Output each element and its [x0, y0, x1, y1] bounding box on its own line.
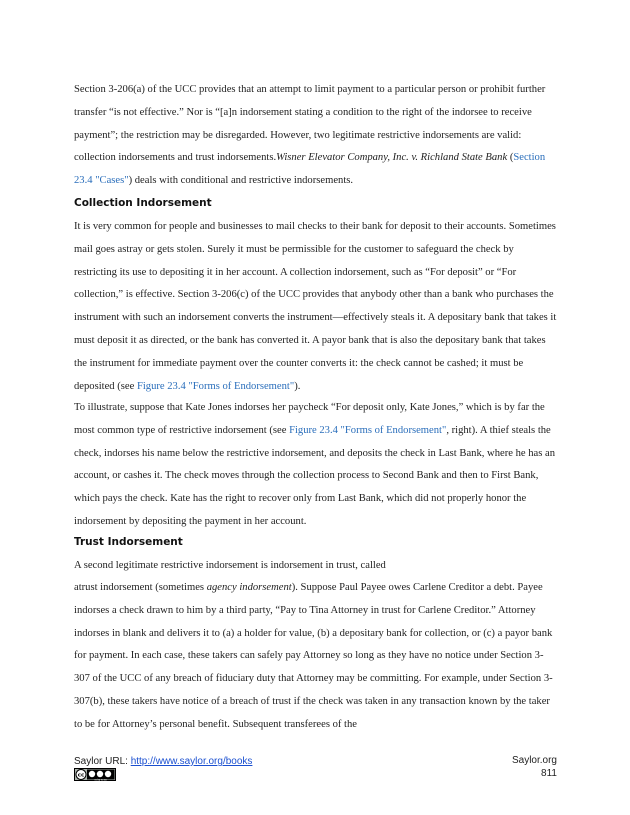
paragraph-illustration: [74, 397, 557, 534]
svg-text:cc: cc: [77, 772, 85, 779]
license-text: cc by nc sa: [94, 778, 107, 781]
paragraph-collection: [74, 216, 557, 398]
saylor-url-link[interactable]: http://www.saylor.org/books: [130, 756, 253, 767]
figure-link[interactable]: Figure 23.4 "Forms of Endorsement": [136, 380, 295, 392]
paragraph-trust: [74, 577, 557, 737]
paragraph-text: To illustrate, suppose that Kate Jones indorses her paycheck “For deposit only, Kate Jones,” which is by far the most common type of restrictive indorsement (see: [74, 402, 545, 436]
footer-url-label: Saylor URL:: [74, 756, 131, 767]
page-number: 811: [541, 768, 557, 779]
paragraph-text: Section 3-206(a) of the UCC provides that an attempt to limit payment to a particular person or prohibit further transfer “is not effective.” Nor is “[a]n indorsement stating a condition to the right of the indorsee to receive payment”; the restriction may be disregarded. However, two legitimate restrictive indorsements are valid: collection indorsements and trust indorsements.: [74, 84, 546, 164]
footer-source: [74, 756, 252, 767]
case-name: Wisner Elevator Company, Inc. v. Richland State Bank: [276, 152, 508, 164]
paragraph-text: atrust indorsement (sometimes: [74, 582, 207, 593]
heading-collection-indorsement: Collection Indorsement: [74, 197, 212, 209]
italic-term: agency indorsement: [206, 582, 292, 593]
footer-site-name: Saylor.org: [511, 755, 557, 766]
paragraph-text: ).: [294, 380, 301, 392]
section-cases-link[interactable]: Section 23.4 "Cases": [74, 152, 546, 187]
paragraph-text: It is very common for people and businesses to mail checks to their bank for deposit to their accounts. Sometimes mail goes astray or gets stolen. Surely it must be permissible for the customer to safeguard the check by restricting its use to depositing it in her account. A collection indorsement, such as “For deposit” or “For collection,” is effective. Section 3-206(c) of the UCC provides that anybody other than a bank who purchases the instrument with such an indorsement converts the instrument—effectively steals it. A depositary bank that takes it must deposit it as directed, or the bank has converted it. A payor bank that is also the depositary bank that takes the instrument for immediate payment over the counter converts it: the check cannot be cashed; it must be deposited (see: [74, 221, 557, 392]
paragraph-text: (: [507, 152, 514, 164]
paragraph-text: , right). A thief steals the check, indorses his name below the restrictive indorsement, and deposits the check in Last Bank, where he has an account, or cashes it. The check moves through the collection process to Second Bank and then to First Bank, which pays the check. Kate has the right to recover only from Last Bank, which did not properly honor the indorsement by depositing the payment in her account.: [74, 424, 555, 527]
footer-site-info: [480, 754, 557, 780]
paragraph-text: ) deals with conditional and restrictive indorsements.: [128, 175, 354, 187]
heading-trust-indorsement: Trust Indorsement: [74, 536, 183, 548]
creative-commons-license-icon[interactable]: [74, 768, 116, 781]
paragraph-text: ). Suppose Paul Payee owes Carlene Creditor a debt. Payee indorses a check drawn to him by a third party, “Pay to Tina Attorney in trust for Carlene Creditor.” Attorney indorses in blank and delivers it to (a) a holder for value, (b) a depositary bank for collection, or (c) a payor bank for payment. In each case, these takers can safely pay Attorney so long as they have no notice under Section 3-307 of the UCC of any breach of fiduciary duty that Attorney may be committing. For example, under Section 3-307(b), these takers have notice of a breach of trust if the check was taken in any transaction known by the taker to be for Attorney’s personal benefit. Subsequent transferees of the: [74, 582, 553, 730]
paragraph-trust-intro: A second legitimate restrictive indorsement is indorsement in trust, called: [74, 560, 386, 571]
paragraph-restrictive-intro: [74, 79, 557, 193]
figure-link-right[interactable]: Figure 23.4 "Forms of Endorsement": [289, 424, 447, 436]
